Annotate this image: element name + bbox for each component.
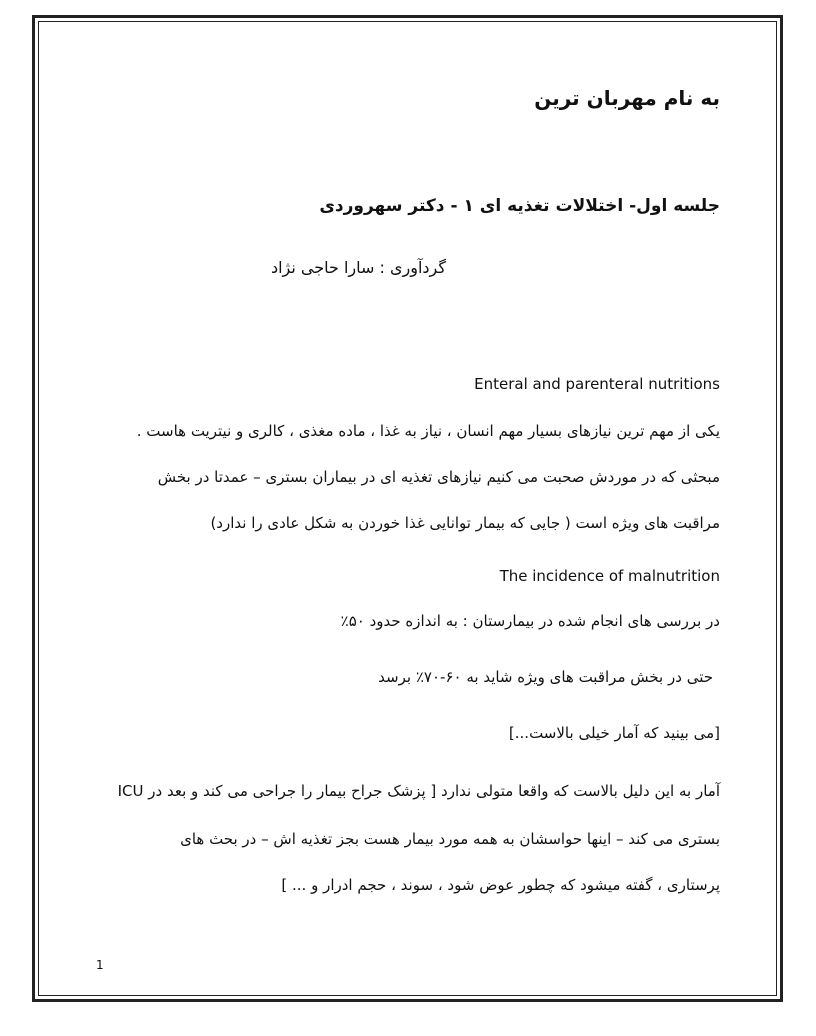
paragraph-line: مبحثی که در موردش صحبت می کنیم نیازهای تغذیه ای در بیماران بستری – عمدتا در بخش xyxy=(157,468,720,486)
paragraph-line: بستری می کند – اینها حواسشان به همه مورد بیمار هست بجز تغذیه اش – در بحث های xyxy=(180,830,720,848)
page-number: 1 xyxy=(96,958,104,972)
paragraph-line: [می بینید که آمار خیلی بالاست...] xyxy=(508,724,720,742)
section-heading-malnutrition: The incidence of malnutrition xyxy=(499,567,720,585)
paragraph-line: در بررسی های انجام شده در بیمارستان : به اندازه حدود ۵۰٪ xyxy=(340,612,720,630)
paragraph-line: یکی از مهم ترین نیازهای بسیار مهم انسان ، نیاز به غذا ، ماده مغذی ، کالری و نیتریت هاست . xyxy=(136,422,720,440)
compiled-by: گردآوری : سارا حاجی نژاد xyxy=(270,258,446,277)
paragraph-line: حتی در بخش مراقبت های ویژه شاید به ۶۰-۷۰٪ برسد xyxy=(378,668,713,686)
paragraph-line: آمار به این دلیل بالاست که واقعا متولی ندارد [ پزشک جراح بیمار را جراحی می کند و بعد در ICU xyxy=(117,782,720,800)
document-heading: به نام مهربان ترین xyxy=(534,86,720,110)
paragraph-line: مراقبت های ویژه است ( جایی که بیمار توانایی غذا خوردن به شکل عادی را ندارد) xyxy=(210,514,720,532)
section-heading-enteral: Enteral and parenteral nutritions xyxy=(474,375,720,393)
session-title: جلسه اول- اختلالات تغذیه ای ۱ - دکتر سهروردی xyxy=(319,196,720,216)
page-border-inner xyxy=(38,21,777,996)
paragraph-line: پرستاری ، گفته میشود که چطور عوض شود ، سوند ، حجم ادرار و ... ] xyxy=(281,876,720,894)
